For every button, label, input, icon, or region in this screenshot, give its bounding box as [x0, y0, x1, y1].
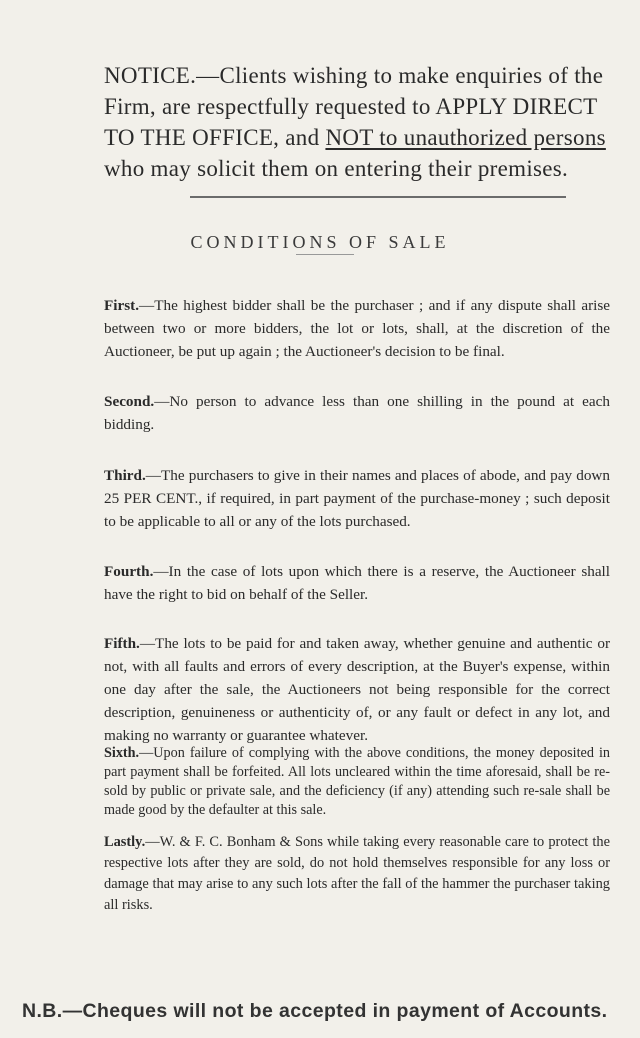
condition-lead: Lastly. [104, 834, 146, 850]
heading-underline [296, 254, 354, 255]
condition-fifth [104, 632, 610, 747]
condition-lastly [104, 832, 610, 916]
condition-lead: Fourth. [104, 563, 154, 580]
notice-line-3 [104, 122, 614, 153]
condition-sixth [104, 744, 610, 820]
condition-text: —The purchasers to give in their names and places of abode, and pay down 25 PER CENT., if required, in part payment of the purchase-money ; such deposit to be applicable to all or any of the lots purchased. [104, 467, 610, 530]
cheques-notice: N.B.—Cheques will not be accepted in payment of Accounts. [22, 1000, 608, 1022]
condition-text: —No person to advance less than one shilling in the pound at each bidding. [104, 393, 610, 433]
notice-paragraph [104, 60, 614, 184]
condition-lead: First. [104, 297, 140, 314]
condition-second [104, 390, 610, 436]
notice-line-4: who may solicit them on entering their premises. [104, 156, 569, 181]
notice-line-3-start: TO THE OFFICE, and [104, 125, 326, 150]
section-divider [190, 196, 566, 198]
condition-lead: Second. [104, 393, 155, 410]
notice-line-2: Firm, are respectfully requested to APPLY DIRECT [104, 94, 598, 119]
condition-text: —Upon failure of complying with the above conditions, the money deposited in part payment shall be forfeited. All lots uncleared within the time aforesaid, shall be re-sold by public or private sale, and the deficiency (if any) attending such re-sale shall be made good by the defaulter at this sale. [104, 745, 610, 818]
condition-text: —W. & F. C. Bonham & Sons while taking every reasonable care to protect the respective lots after they are sold, do not hold themselves responsible for any loss or damage that may arise to any such lots after the fall of the hammer the purchaser taking all risks. [104, 834, 610, 913]
notice-line-1: NOTICE.—Clients wishing to make enquiries of the [104, 63, 604, 88]
notice-line-3-underlined: NOT to unauthorized persons [325, 125, 606, 150]
condition-lead: Third. [104, 467, 146, 484]
condition-fourth [104, 560, 610, 606]
conditions-heading: CONDITIONS OF SALE [190, 232, 450, 252]
condition-lead: Sixth. [104, 745, 140, 761]
condition-text: —The lots to be paid for and taken away, whether genuine and authentic or not, with all faults and errors of every description, at the Buyer's expense, within one day after the sale, the Auctioneers not being responsible for the correct description, genuineness or authenticity of, or any fault or defect in any lot, and making no warranty or guarantee whatever. [104, 635, 610, 744]
condition-lead: Fifth. [104, 635, 140, 652]
condition-first [104, 294, 610, 363]
condition-text: —In the case of lots upon which there is a reserve, the Auctioneer shall have the right to bid on behalf of the Seller. [104, 563, 610, 603]
condition-third [104, 464, 610, 533]
condition-text: —The highest bidder shall be the purchaser ; and if any dispute shall arise between two or more bidders, the lot or lots, shall, at the discretion of the Auctioneer, be put up again ; the Auctioneer's decision to be final. [104, 297, 610, 360]
